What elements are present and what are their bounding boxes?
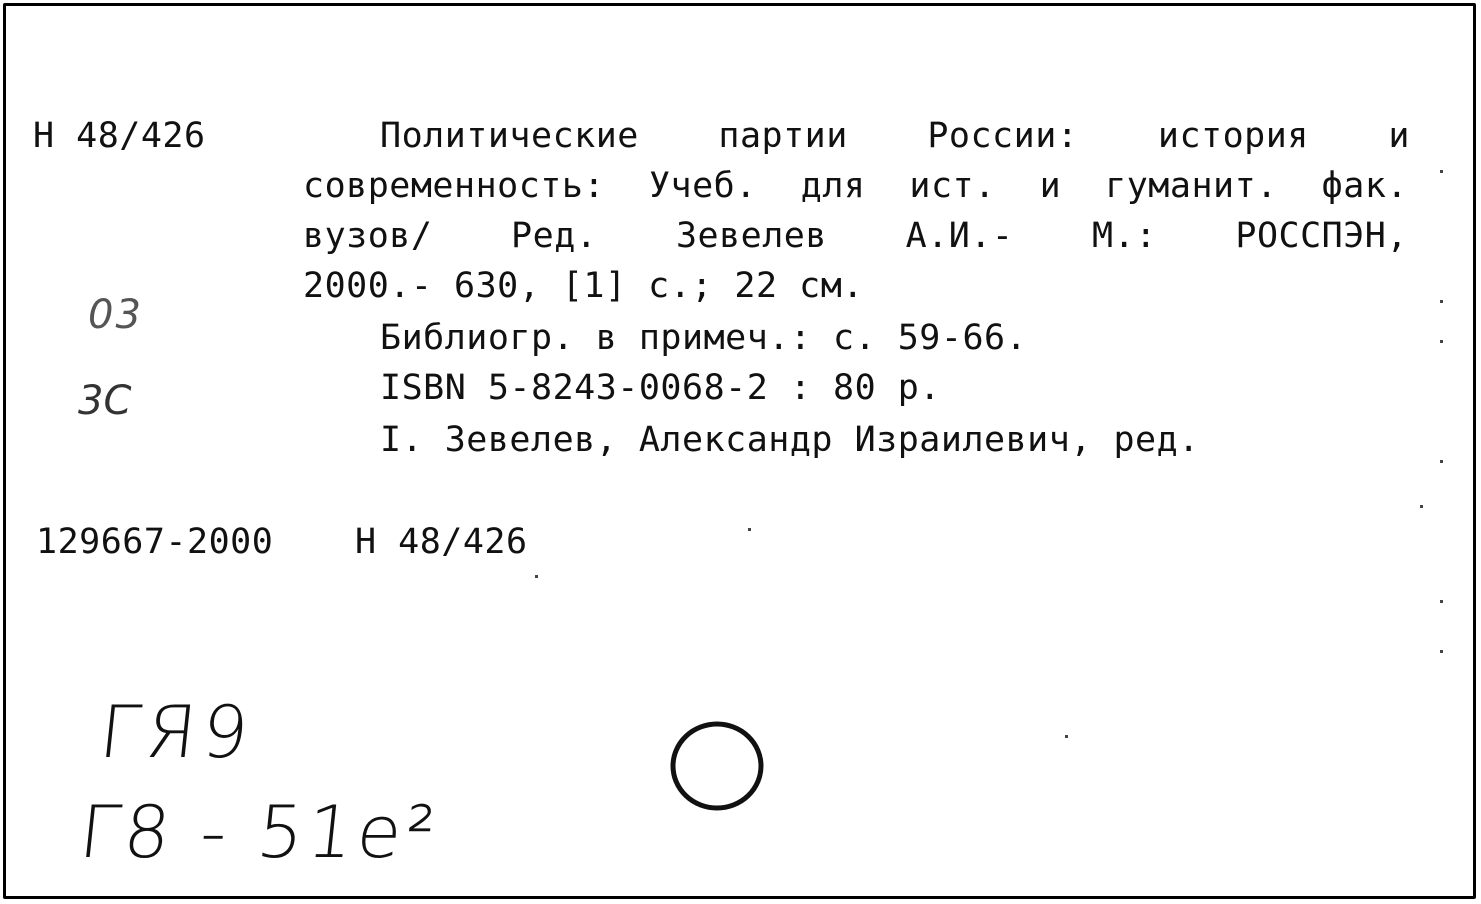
title-line-1 <box>380 116 1410 156</box>
scan-speck <box>1440 460 1443 463</box>
footer-call-number: Н 48/426 <box>355 522 528 562</box>
accession-number: 129667-2000 <box>36 522 274 562</box>
imprint-line: 2000.- 630, [1] с.; 22 см. <box>303 266 864 306</box>
title-word: и <box>1039 166 1062 206</box>
scan-speck <box>1440 340 1443 343</box>
title-word: России: <box>927 116 1079 156</box>
scan-speck <box>535 575 538 578</box>
handwritten-mark-1: 03 <box>88 292 143 338</box>
call-number: Н 48/426 <box>33 116 206 156</box>
title-word: партии <box>718 116 848 156</box>
title-word: вузов/ <box>303 216 433 256</box>
scan-speck <box>1440 300 1443 303</box>
handwritten-shelf-code-1: ГЯ9 <box>95 690 259 774</box>
isbn-note: ISBN 5-8243-0068-2 : 80 р. <box>380 368 941 408</box>
scan-speck <box>1065 735 1068 738</box>
title-word: для <box>800 166 866 206</box>
scan-speck <box>1440 650 1443 653</box>
title-word: Ред. <box>511 216 598 256</box>
handwritten-mark-2: 3С <box>78 378 132 424</box>
bibliography-note: Библиогр. в примеч.: с. 59-66. <box>380 318 1028 358</box>
title-word: история <box>1157 116 1309 156</box>
handwritten-shelf-code-2: Г8 - 51е² <box>75 790 443 874</box>
editor-note: I. Зевелев, Александр Израилевич, ред. <box>380 420 1200 460</box>
title-word: ист. <box>909 166 996 206</box>
title-word: М.: <box>1092 216 1157 256</box>
title-word: Зевелев <box>675 216 827 256</box>
title-word: Учеб. <box>648 166 757 206</box>
scan-speck <box>1420 505 1423 508</box>
title-word: и <box>1388 116 1410 156</box>
title-word: фак. <box>1321 166 1408 206</box>
scan-speck <box>1440 170 1443 173</box>
title-word: А.И.- <box>905 216 1014 256</box>
title-word: РОССПЭН, <box>1235 216 1408 256</box>
title-word: Политические <box>380 116 639 156</box>
hole-circle-icon <box>668 718 768 814</box>
title-word: современность: <box>303 166 606 206</box>
title-line-2 <box>303 166 1408 206</box>
scan-speck <box>748 528 751 531</box>
scan-speck <box>1440 600 1443 603</box>
title-line-3 <box>303 216 1408 256</box>
title-word: гуманит. <box>1105 166 1278 206</box>
